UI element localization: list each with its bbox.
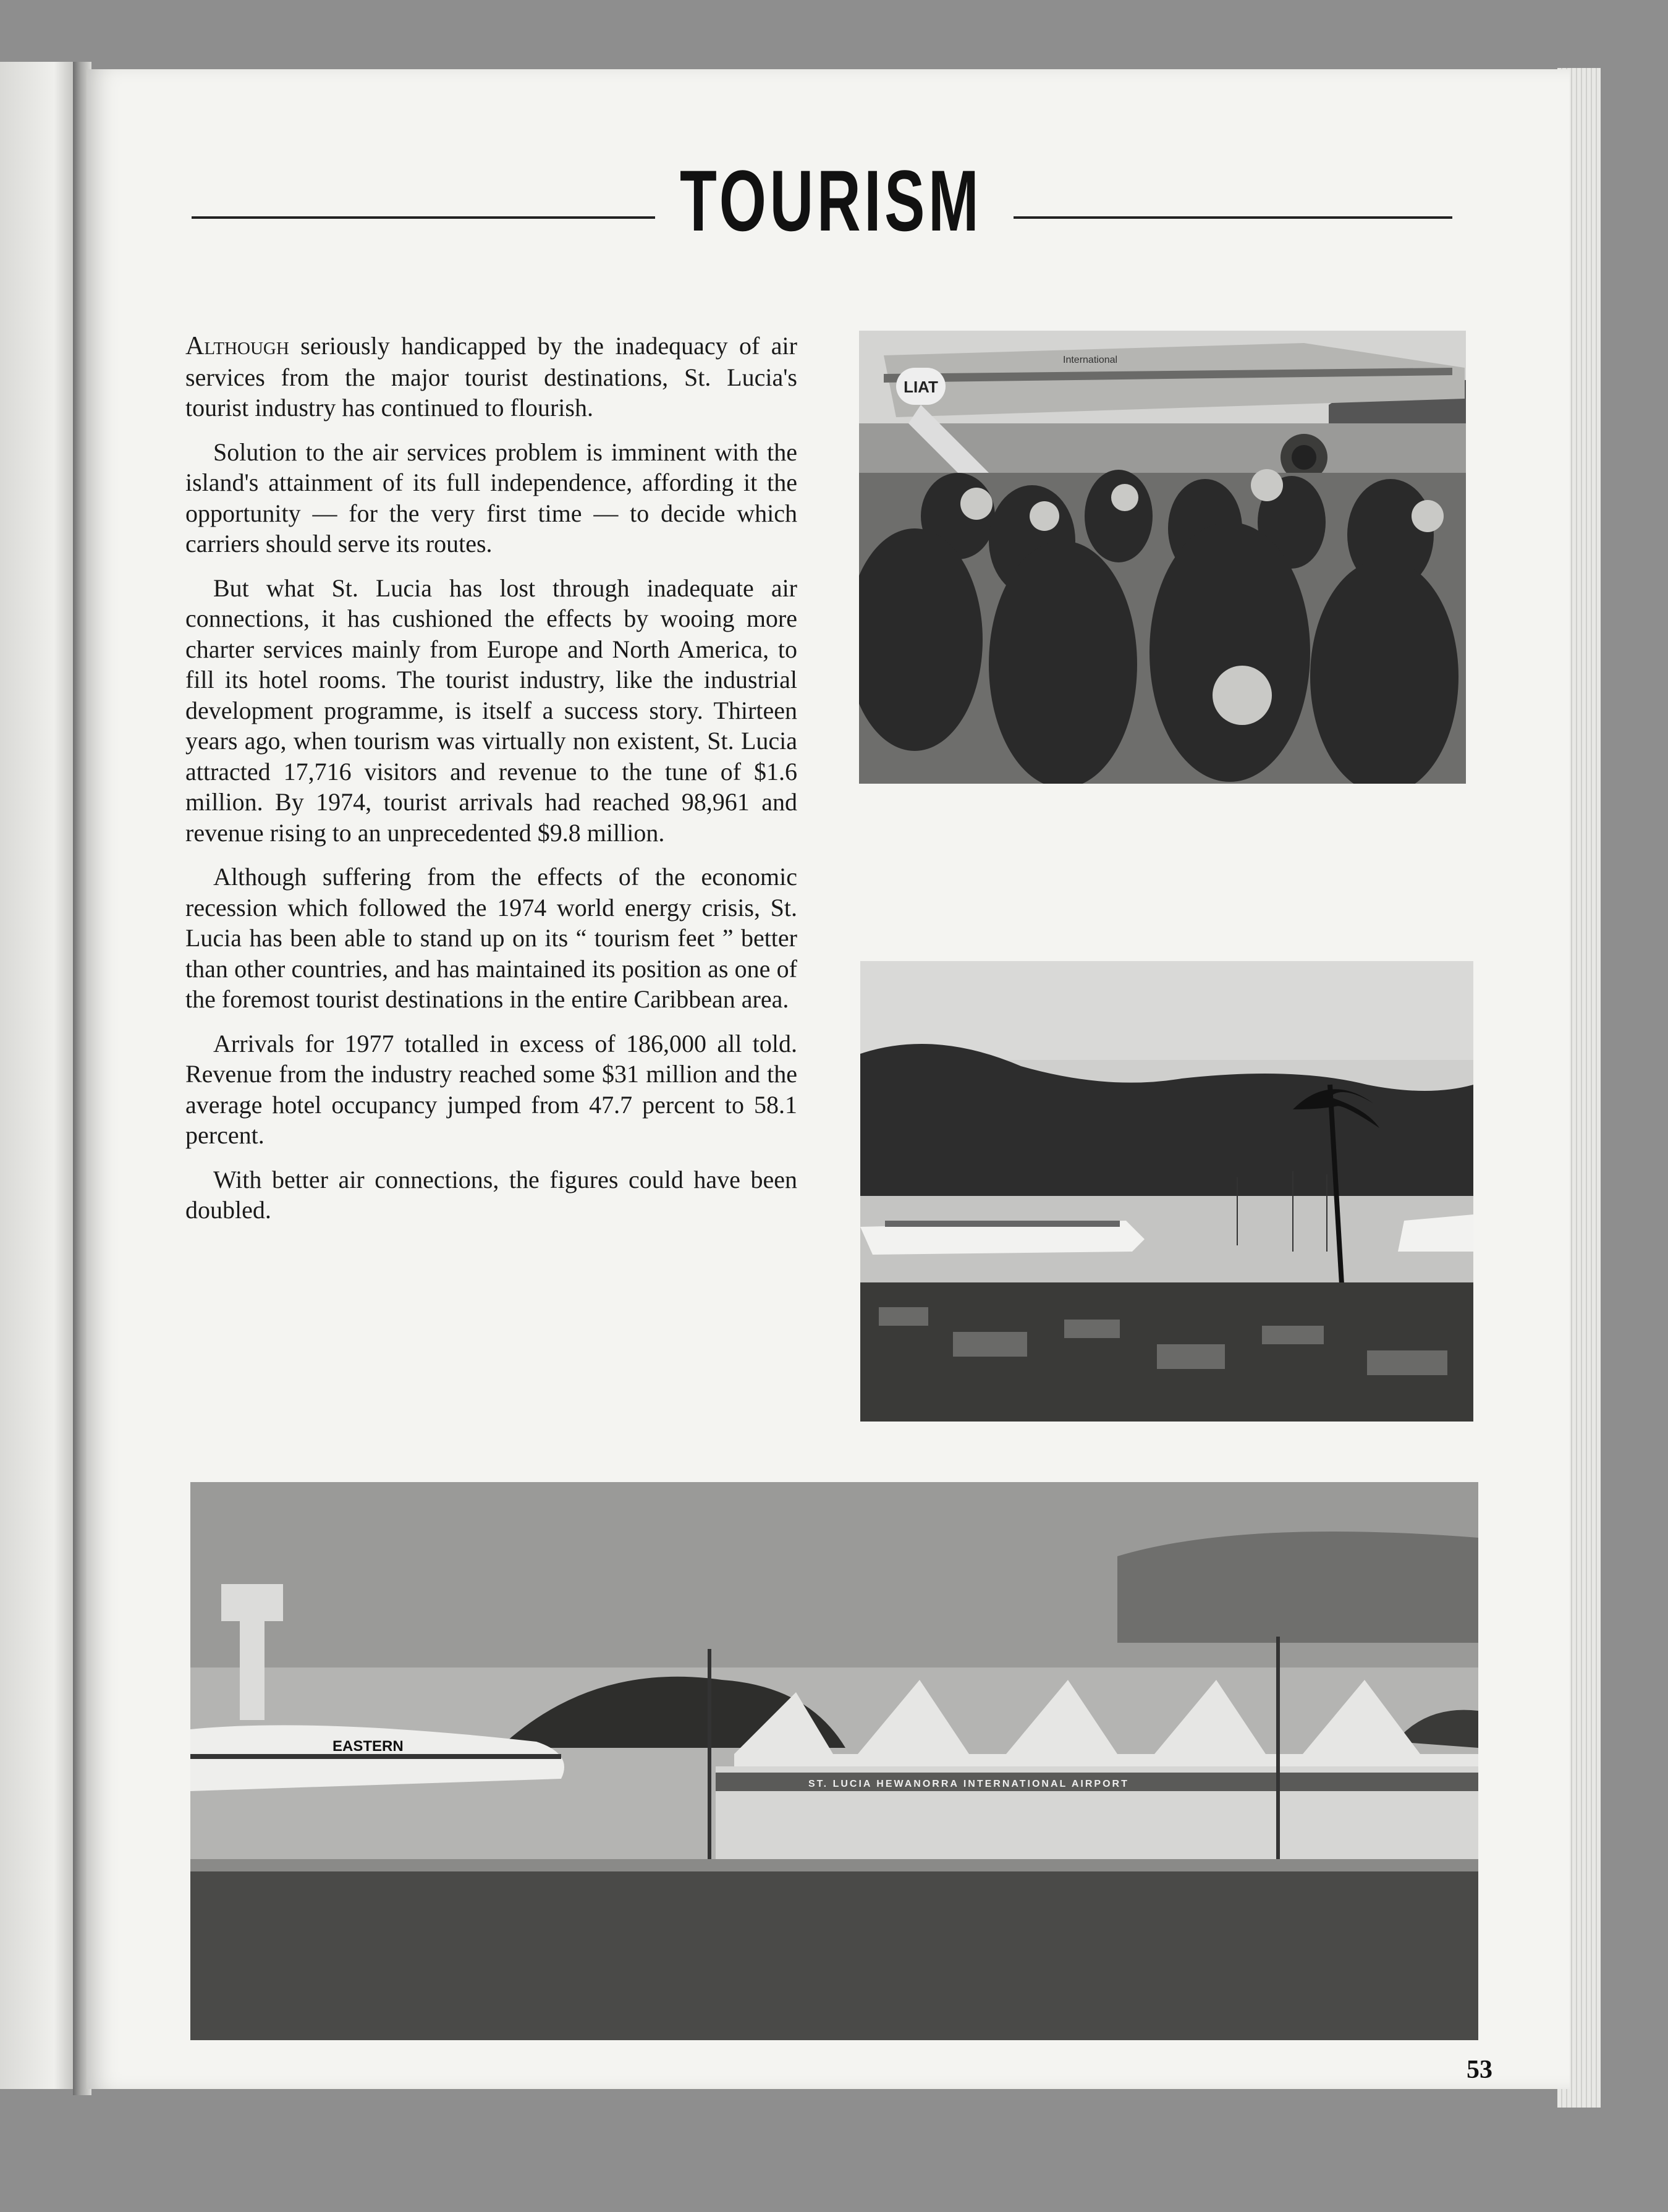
terminal-sign-text: ST. LUCIA HEWANORRA INTERNATIONAL AIRPORT [808, 1779, 1129, 1789]
article-paragraph: With better air connections, the figures could have been doubled. [185, 1165, 797, 1224]
airport-photo-art [190, 1482, 1478, 2040]
harbour-photo-art [860, 961, 1473, 1422]
left-page-edge [0, 62, 77, 2089]
article-paragraph [185, 331, 797, 423]
aircraft-livery-text: International [1063, 355, 1118, 365]
article-body [185, 331, 797, 1239]
heading-row [192, 148, 1452, 253]
article-paragraph: Solution to the air services problem is imminent with the island's attainment of its full independence, affording it the opportunity — for the very first time — to decide which carriers should serve its routes. [185, 438, 797, 557]
article-paragraph: Although suffering from the effects of the economic recession which followed the 1974 world energy crisis, St. Lucia has been able to stand up on its “ tourism feet ” better than other countries, and has maintained its position as one of the foremost tourist destinations in the entire Caribbean area. [185, 863, 797, 1013]
heading-rule-left [192, 216, 655, 219]
lead-word: Although [185, 332, 289, 360]
heading-rule-right [1014, 216, 1452, 219]
page-number: 53 [1467, 2056, 1492, 2084]
article-paragraph: But what St. Lucia has lost through inadequate air connections, it has cushioned the effects by wooing more charter services mainly from Europe and North America, to fill its hotel rooms. The tourist industry, like the industrial development programme, is itself a success story. Thirteen years ago, when tourism was virtually non existent, St. Lucia attracted 17,716 visitors and revenue to the tune of $1.6 million. By 1974, tourist arrivals had reached 98,961 and revenue rising to an unprecedented $9.8 million. [185, 574, 797, 847]
liat-logo-text: LIAT [904, 378, 938, 396]
photo-airport-terminal [190, 1482, 1478, 2040]
passengers-photo-art [859, 331, 1466, 784]
page-title: TOURISM [680, 152, 983, 249]
article-paragraph: Arrivals for 1977 totalled in excess of 186,000 all told. Revenue from the industry reached some $31 million and the average hotel occupancy jumped from 47.7 percent to 58.1 percent. [185, 1029, 797, 1149]
photo-passengers-disembarking [859, 331, 1466, 784]
photo-harbour-cruise-ships [860, 961, 1473, 1422]
paragraph-text: seriously handicapped by the inadequacy of air services from the major tourist destinations, St. Lucia's tourist industry has continued to flourish. [185, 332, 797, 422]
airliner-name-text: EASTERN [332, 1738, 404, 1755]
